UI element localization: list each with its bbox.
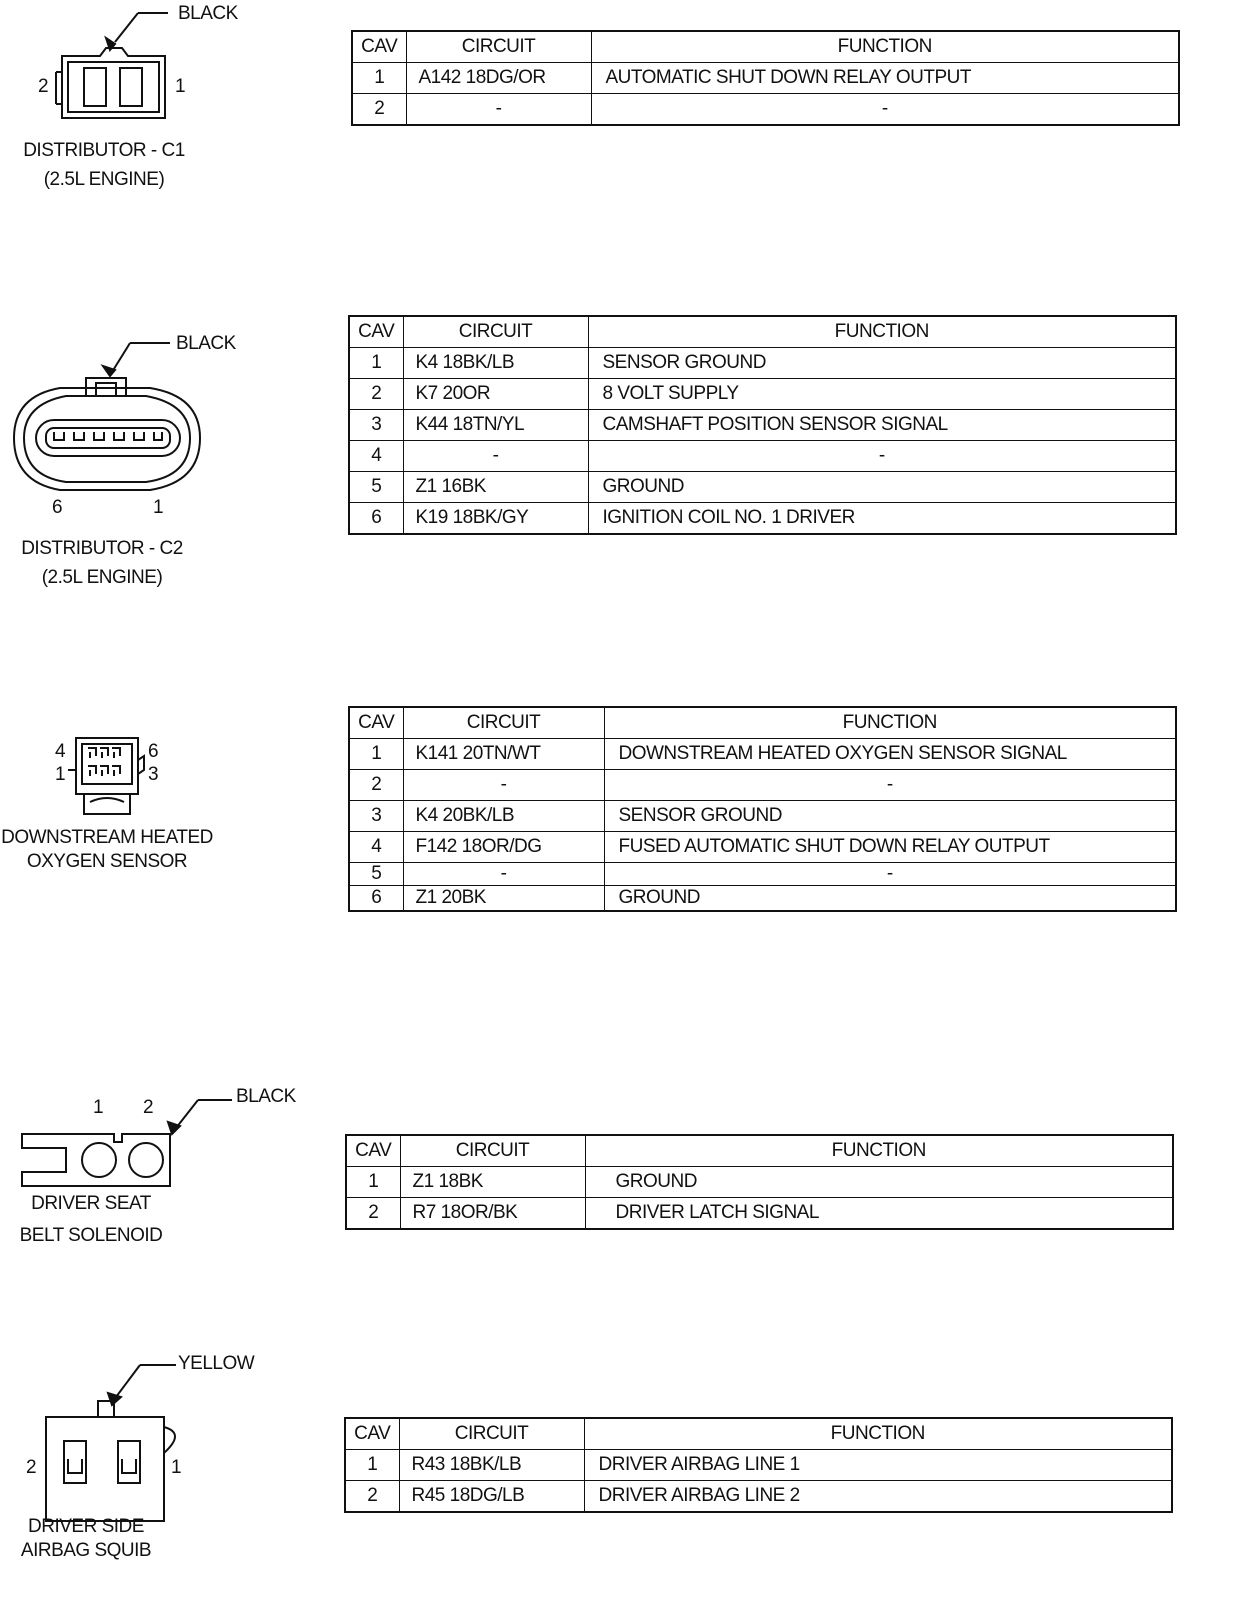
cav-cell: 3 (349, 801, 403, 832)
table-row (345, 1450, 1172, 1481)
table-row (352, 94, 1179, 126)
pinout-table (344, 1417, 1173, 1513)
circuit-cell: Z1 16BK (403, 472, 588, 503)
header-cav: CAV (349, 707, 403, 739)
function-cell: CAMSHAFT POSITION SENSOR SIGNAL (588, 410, 1176, 441)
header-circuit: CIRCUIT (403, 707, 604, 739)
table-row (349, 832, 1176, 863)
connector-name-line-1: DISTRIBUTOR - C1 (23, 140, 185, 161)
circuit-cell: - (403, 863, 604, 886)
function-cell: IGNITION COIL NO. 1 DRIVER (588, 503, 1176, 535)
connector-name-line-2: BELT SOLENOID (19, 1225, 163, 1246)
cav-cell: 2 (346, 1198, 400, 1230)
function-cell: GROUND (585, 1167, 1173, 1198)
function-cell: DRIVER LATCH SIGNAL (585, 1198, 1173, 1230)
pin-label-2: 2 (26, 1457, 37, 1478)
circuit-cell: Z1 20BK (403, 886, 604, 912)
circuit-cell: - (403, 441, 588, 472)
function-cell: FUSED AUTOMATIC SHUT DOWN RELAY OUTPUT (604, 832, 1176, 863)
color-label: BLACK (178, 3, 238, 24)
circuit-cell: K141 20TN/WT (403, 739, 604, 770)
pinout-table (348, 706, 1177, 912)
pin-label-1: 1 (93, 1097, 104, 1118)
pin-label-2: 2 (38, 76, 49, 97)
table-header-row (349, 316, 1176, 348)
color-label: BLACK (176, 333, 236, 354)
cav-cell: 2 (349, 770, 403, 801)
connector-driver-seat-belt-solenoid (0, 1080, 1248, 1260)
connector-name-line-1: DRIVER SEAT (31, 1193, 151, 1214)
table-row (349, 503, 1176, 535)
cav-cell: 1 (346, 1167, 400, 1198)
header-circuit: CIRCUIT (400, 1135, 585, 1167)
pinout-table (351, 30, 1180, 126)
pin-label-6: 6 (52, 497, 63, 518)
circuit-cell: R7 18OR/BK (400, 1198, 585, 1230)
table-row (349, 441, 1176, 472)
table-header-row (349, 707, 1176, 739)
circuit-cell: K4 20BK/LB (403, 801, 604, 832)
cav-cell: 1 (345, 1450, 399, 1481)
header-cav: CAV (346, 1135, 400, 1167)
connector-name-line-2: OXYGEN SENSOR (26, 851, 188, 872)
header-function: FUNCTION (585, 1135, 1173, 1167)
pin-label-1: 1 (55, 764, 66, 785)
cav-cell: 5 (349, 863, 403, 886)
pin-label-1: 1 (171, 1457, 182, 1478)
function-cell: - (604, 770, 1176, 801)
connector-name-line-1: DRIVER SIDE (28, 1516, 144, 1537)
pinout-table (348, 315, 1177, 535)
header-circuit: CIRCUIT (403, 316, 588, 348)
table-row (349, 739, 1176, 770)
pin-label-1: 1 (153, 497, 164, 518)
pin-label-2: 2 (143, 1097, 154, 1118)
cav-cell: 4 (349, 441, 403, 472)
connector-distributor-c2 (0, 300, 1248, 600)
seat-belt-solenoid-connector-icon (0, 1080, 220, 1200)
header-cav: CAV (349, 316, 403, 348)
table-row (349, 472, 1176, 503)
color-label: YELLOW (178, 1353, 255, 1374)
connector-name (12, 534, 192, 592)
connector-name (0, 1188, 182, 1252)
cav-cell: 5 (349, 472, 403, 503)
cav-cell: 2 (345, 1481, 399, 1513)
cav-cell: 6 (349, 503, 403, 535)
circuit-cell: - (403, 770, 604, 801)
cav-cell: 2 (349, 379, 403, 410)
circuit-cell: A142 18DG/OR (406, 63, 591, 94)
cav-cell: 3 (349, 410, 403, 441)
function-cell: DOWNSTREAM HEATED OXYGEN SENSOR SIGNAL (604, 739, 1176, 770)
table-row (349, 379, 1176, 410)
cav-cell: 1 (352, 63, 406, 94)
table-header-row (352, 31, 1179, 63)
cav-cell: 4 (349, 832, 403, 863)
function-cell: - (588, 441, 1176, 472)
function-cell: AUTOMATIC SHUT DOWN RELAY OUTPUT (591, 63, 1179, 94)
color-label: BLACK (236, 1086, 296, 1107)
function-cell: - (591, 94, 1179, 126)
circuit-cell: - (406, 94, 591, 126)
circuit-cell: K7 20OR (403, 379, 588, 410)
circuit-cell: Z1 18BK (400, 1167, 585, 1198)
header-circuit: CIRCUIT (399, 1418, 584, 1450)
cav-cell: 1 (349, 348, 403, 379)
header-function: FUNCTION (588, 316, 1176, 348)
table-row (352, 63, 1179, 94)
connector-name-line-1: DISTRIBUTOR - C2 (21, 538, 183, 559)
table-row (345, 1481, 1172, 1513)
header-cav: CAV (345, 1418, 399, 1450)
circuit-cell: R45 18DG/LB (399, 1481, 584, 1513)
pin-label-6: 6 (148, 741, 159, 762)
connector-name-line-2: AIRBAG SQUIB (20, 1540, 152, 1561)
cav-cell: 6 (349, 886, 403, 912)
header-function: FUNCTION (604, 707, 1176, 739)
function-cell: DRIVER AIRBAG LINE 1 (584, 1450, 1172, 1481)
function-cell: DRIVER AIRBAG LINE 2 (584, 1481, 1172, 1513)
function-cell: - (604, 863, 1176, 886)
function-cell: SENSOR GROUND (604, 801, 1176, 832)
connector-driver-side-airbag-squib (0, 1345, 1248, 1624)
table-row (346, 1167, 1173, 1198)
table-row (346, 1198, 1173, 1230)
cav-cell: 1 (349, 739, 403, 770)
connector-name-line-1: DOWNSTREAM HEATED (1, 827, 213, 848)
function-cell: GROUND (588, 472, 1176, 503)
connector-name (14, 136, 194, 194)
table-row (349, 770, 1176, 801)
table-row (349, 801, 1176, 832)
circuit-cell: R43 18BK/LB (399, 1450, 584, 1481)
pin-label-1: 1 (175, 76, 186, 97)
connector-name (0, 1515, 172, 1563)
function-cell: SENSOR GROUND (588, 348, 1176, 379)
connector-downstream-heated-oxygen-sensor (0, 690, 1248, 950)
table-row (349, 886, 1176, 912)
pin-label-3: 3 (148, 764, 159, 785)
connector-name-line-2: (2.5L ENGINE) (43, 169, 165, 190)
header-function: FUNCTION (584, 1418, 1172, 1450)
function-cell: 8 VOLT SUPPLY (588, 379, 1176, 410)
circuit-cell: K19 18BK/GY (403, 503, 588, 535)
pin-label-4: 4 (55, 741, 66, 762)
header-function: FUNCTION (591, 31, 1179, 63)
table-header-row (345, 1418, 1172, 1450)
circuit-cell: K4 18BK/LB (403, 348, 588, 379)
header-circuit: CIRCUIT (406, 31, 591, 63)
table-row (349, 410, 1176, 441)
table-row (349, 863, 1176, 886)
circuit-cell: F142 18OR/DG (403, 832, 604, 863)
table-header-row (346, 1135, 1173, 1167)
connector-name-line-2: (2.5L ENGINE) (41, 567, 163, 588)
function-cell: GROUND (604, 886, 1176, 912)
cav-cell: 2 (352, 94, 406, 126)
pinout-table (345, 1134, 1174, 1230)
header-cav: CAV (352, 31, 406, 63)
connector-name (0, 826, 214, 874)
circuit-cell: K44 18TN/YL (403, 410, 588, 441)
connector-distributor-c1 (0, 0, 1248, 200)
table-row (349, 348, 1176, 379)
